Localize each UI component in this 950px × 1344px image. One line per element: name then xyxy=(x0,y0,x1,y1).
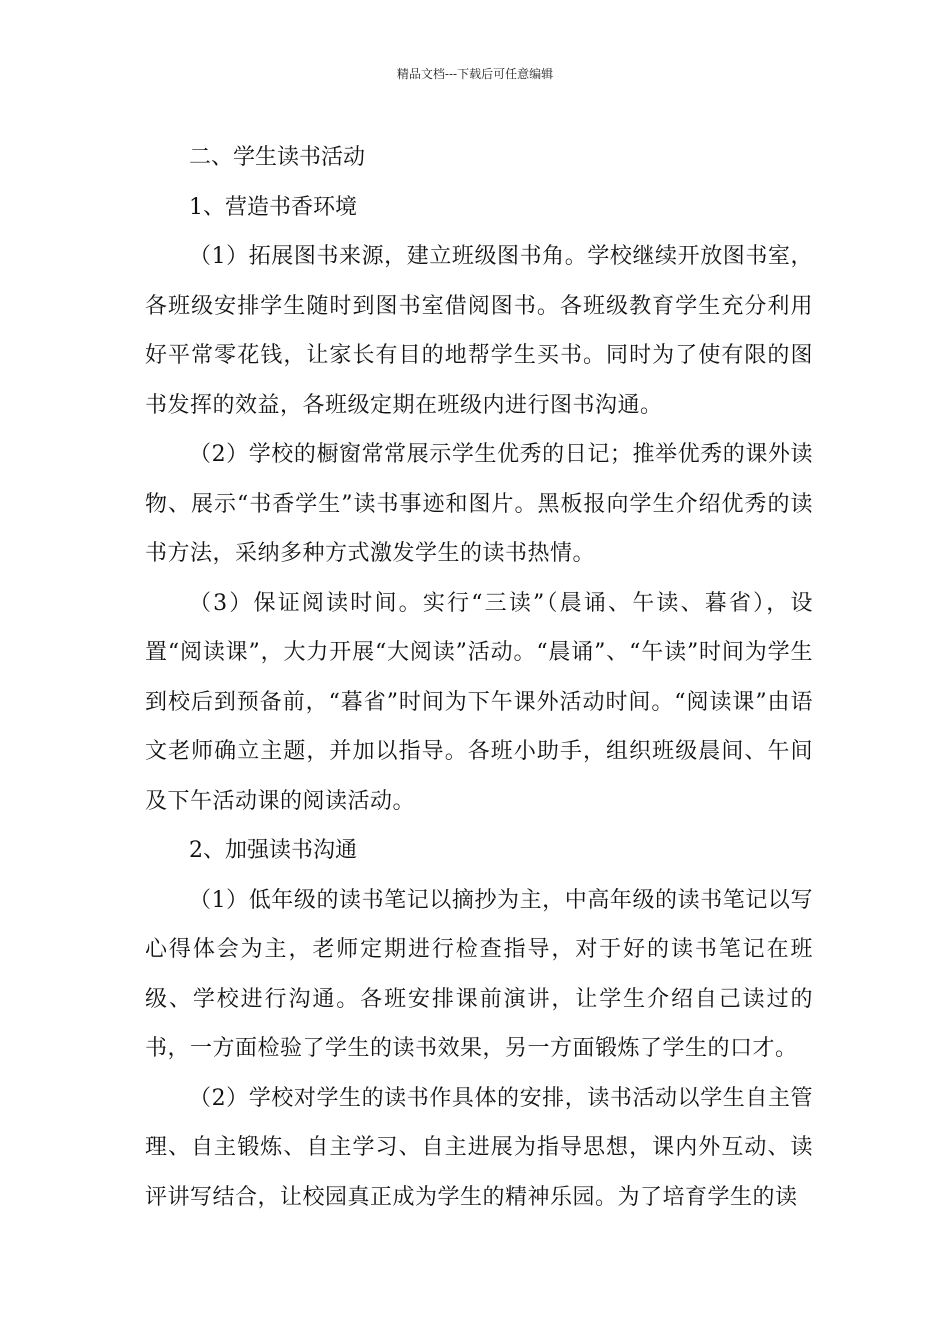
page-header: 精品文档---下载后可任意编辑 xyxy=(396,67,554,81)
paragraph-1: （1）拓展图书来源，建立班级图书角。学校继续开放图书室，各班级安排学生随时到图书室借阅图书。各班级教育学生充分利用好平常零花钱，让家长有目的地帮学生买书。同时为了使有限的图书发挥的效益，各班级定期在班级内进行图书沟通。 xyxy=(145,244,813,418)
paragraph-2: （2）学校的橱窗常常展示学生优秀的日记；推举优秀的课外读物、展示“书香学生”读书事迹和图片。黑板报向学生介绍优秀的读书方法，采纳多种方式激发学生的读书热情。 xyxy=(145,442,813,566)
paragraph-4: （1）低年级的读书笔记以摘抄为主，中高年级的读书笔记以写心得体会为主，老师定期进行检查指导，对于好的读书笔记在班级、学校进行沟通。各班安排课前演讲，让学生介绍自己读过的书，一方面检验了学生的读书效果，另一方面锻炼了学生的口才。 xyxy=(145,887,813,1061)
subsection-title-2: 2、加强读书沟通 xyxy=(189,838,357,863)
paragraph-5: （2）学校对学生的读书作具体的安排，读书活动以学生自主管理、自主锻炼、自主学习、自主进展为指导思想，课内外互动、读评讲写结合，让校园真正成为学生的精神乐园。为了培育学生的读 xyxy=(145,1085,813,1210)
paragraph-3: （3）保证阅读时间。实行“三读”（晨诵、午读、暮省），设置“阅读课”，大力开展“大阅读”活动。“晨诵”、“午读”时间为学生到校后到预备前，“暮省”时间为下午课外活动时间。“阅读课”由语文老师确立主题，并加以指导。各班小助手，组织班级晨间、午间及下午活动课的阅读活动。 xyxy=(145,590,813,814)
section-title: 二、学生读书活动 xyxy=(189,145,366,170)
subsection-title-1: 1、营造书香环境 xyxy=(189,194,357,220)
document-body xyxy=(145,133,813,1222)
